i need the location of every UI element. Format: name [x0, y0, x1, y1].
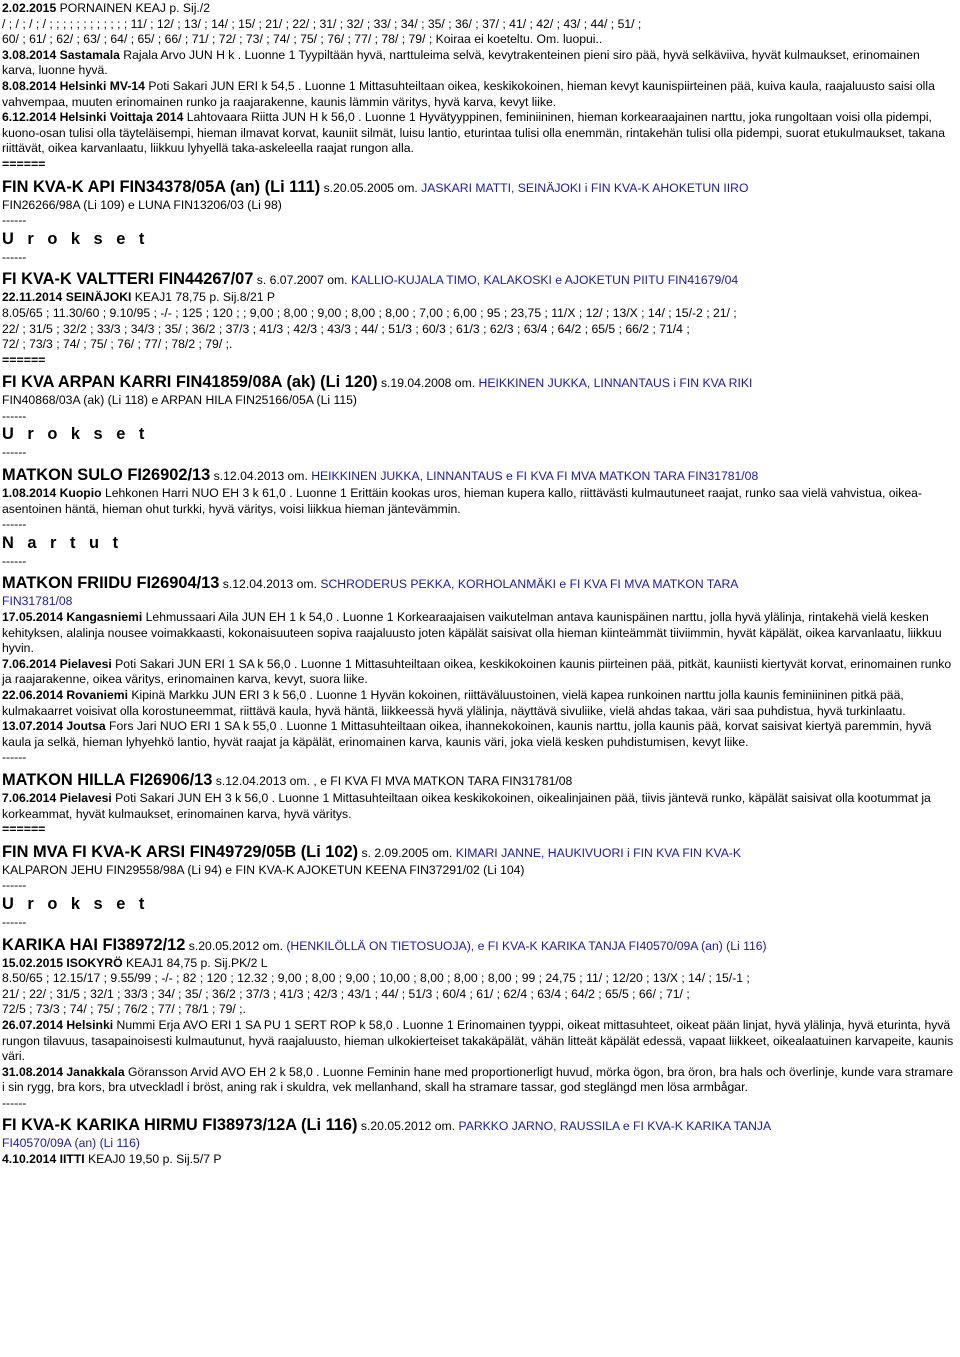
show-entry-text: Lehkonen Harri NUO EH 3 k 61,0 . Luonne 1 Erittäin kookas uros, hieman kupera kallo, riittävästi kulmautuneet raajat, runko saa vielä vahvistua, oikea-asentoinen häntä, hieman ohut turkki, hyvä väritys, voisi liikkua hieman jäntevämmin.	[2, 486, 922, 516]
trial-line	[2, 290, 954, 306]
dog-name: FI KVA-K KARIKA HIRMU FI38973/12A (Li 116)	[2, 1116, 358, 1135]
dog-birth: s.12.04.2013 om.	[210, 469, 308, 484]
dog-birth: s. 6.07.2007 om.	[253, 273, 348, 288]
dog-birth: s.20.05.2012 om.	[357, 1119, 456, 1134]
score-line: 8.50/65 ; 12.15/17 ; 9.55/99 ; -/- ; 82 ; 120 ; 12.32 ; 9,00 ; 8,00 ; 9,00 ; 10,00 ; 8,00 ; 8,00 ; 8,00 ; 99 ; 24,75 ; 11/ ; 12/20 ; 13/X ; 14/ ; 15/-1 ;	[2, 971, 750, 986]
dog-birth: s.19.04.2008 om.	[377, 376, 476, 391]
double-separator: ======	[2, 352, 46, 367]
dog-name: FI KVA ARPAN KARRI FIN41859/08A (ak) (Li 120)	[2, 373, 378, 392]
dog-owner: HEIKKINEN JUKKA, LINNANTAUS i FIN KVA RIKI	[475, 376, 753, 391]
dog-owner-continued: FI40570/09A (an) (Li 116)	[2, 1136, 140, 1151]
dog-name: FIN KVA-K API FIN34378/05A (an) (Li 111)	[2, 177, 321, 196]
score-line: 60/ ; 61/ ; 62/ ; 63/ ; 64/ ; 65/ ; 66/ ; 71/ ; 72/ ; 73/ ; 74/ ; 75/ ; 76/ ; 77/ ; 78/ ; 79/ ; Koiraa ei koeteltu. Om. luopui..	[2, 32, 603, 47]
show-entry	[2, 688, 954, 719]
score-line: 22/ ; 31/5 ; 32/2 ; 33/3 ; 34/3 ; 35/ ; 36/2 ; 37/3 ; 41/3 ; 42/3 ; 43/3 ; 44/ ; 51/3 ; 60/3 ; 61/3 ; 62/3 ; 63/4 ; 64/2 ; 65/5 ; 66/2 ; 71/4 ;	[2, 321, 690, 336]
score-line: 72/ ; 73/3 ; 74/ ; 75/ ; 76/ ; 77/ ; 78/2 ; 79/ ;.	[2, 337, 233, 352]
dog-owner: (HENKILÖLLÄ ON TIETOSUOJA), e FI KVA-K KARIKA TANJA FI40570/09A (an) (Li 116)	[282, 938, 767, 953]
trial-date: 2.02.2015	[2, 1, 57, 15]
trial-text: KEAJ1 84,75 p. Sij.PK/2 L	[122, 955, 268, 970]
show-entry-head: 22.06.2014 Rovaniemi	[2, 688, 129, 702]
show-entry	[2, 1018, 954, 1065]
single-separator: ------	[2, 878, 27, 893]
trial-text: KEAJ0 19,50 p. Sij.5/7 P	[84, 1152, 222, 1167]
dog-owner: KALLIO-KUJALA TIMO, KALAKOSKI e AJOKETUN PIITU FIN41679/04	[347, 273, 739, 288]
dog-owner: KIMARI JANNE, HAUKIVUORI i FIN KVA FIN KVA-K	[452, 845, 742, 860]
dog-birth: s.20.05.2005 om.	[320, 180, 418, 195]
single-separator: ------	[2, 553, 27, 568]
show-entry	[2, 486, 954, 517]
trial-line	[2, 1152, 954, 1168]
dog-birth: s. 2.09.2005 om.	[358, 845, 453, 860]
score-line: 72/5 ; 73/3 ; 74/ ; 75/ ; 76/2 ; 77/ ; 78/1 ; 79/ ;.	[2, 1002, 246, 1017]
section-label-males: U r o k s e t	[2, 894, 149, 913]
section-label-males: U r o k s e t	[2, 229, 149, 248]
score-line: 21/ ; 22/ ; 31/5 ; 32/1 ; 33/3 ; 34/ ; 35/ ; 36/2 ; 37/3 ; 41/3 ; 42/3 ; 43/1 ; 44/ ; 51/3 ; 60/4 ; 61/ ; 62/4 ; 63/4 ; 64/2 ; 65/5 ; 66/ ; 71/ ;	[2, 986, 690, 1001]
show-entry-head: 8.08.2014 Helsinki MV-14	[2, 78, 145, 93]
show-entry-head: 6.12.2014 Helsinki Voittaja 2014	[2, 110, 184, 125]
dog-owner: PARKKO JARNO, RAUSSILA e FI KVA-K KARIKA TANJA	[455, 1119, 772, 1134]
trial-head: 4.10.2014 IITTI	[2, 1152, 85, 1167]
score-line: / ; / ; / ; / ; ; ; ; ; ; ; ; ; ; ; ; 11/ ; 12/ ; 13/ ; 14/ ; 15/ ; 21/ ; 22/ ; 31/ ; 32/ ; 33/ ; 34/ ; 35/ ; 36/ ; 37/ ; 41/ ; 42/ ; 43/ ; 44/ ; 51/ ;	[2, 16, 642, 31]
show-entry-head: 7.06.2014 Pielavesi	[2, 790, 112, 805]
show-entry-head: 3.08.2014 Sastamala	[2, 47, 120, 62]
single-separator: ------	[2, 408, 27, 423]
dog-heading	[2, 935, 954, 956]
dog-birth: s.12.04.2013 om. , e FI KVA FI MVA MATKON TARA FIN31781/08	[212, 773, 573, 788]
trial-info: PORNAINEN KEAJ p. Sij./2	[56, 1, 210, 15]
single-separator: ------	[2, 249, 27, 264]
dog-name: FI KVA-K VALTTERI FIN44267/07	[2, 270, 254, 289]
dog-parents: FIN40868/03A (ak) (Li 118) e ARPAN HILA FIN25166/05A (Li 115)	[2, 393, 357, 408]
dog-owner: SCHRODERUS PEKKA, KORHOLANMÄKI e FI KVA FI MVA MATKON TARA	[316, 577, 739, 592]
single-separator: ------	[2, 750, 27, 765]
dog-name: FIN MVA FI KVA-K ARSI FIN49729/05B (Li 102)	[2, 842, 359, 861]
show-entry-text: Kipinä Markku JUN ERI 3 k 56,0 . Luonne 1 Hyvän kokoinen, riittäväluustoinen, vielä kapea runkoinen narttu jolla kaunis feminiininen pitkä pää, kulmakaarret voisivat olla korostuneemmat, riittävä kaula, hyvä häntä, liikkeessä hyvä ylälinja, näyttävä sivuliike, vielä ahdas takaa, väri saa puhdistua, hyvä turkinlaatu.	[2, 688, 906, 718]
show-entry	[2, 657, 954, 688]
dog-heading	[2, 1115, 954, 1136]
show-entry-text: Fors Jari NUO ERI 1 SA k 55,0 . Luonne 1 Mittasuhteiltaan oikea, ihannekokoinen, kaunis narttu, jolla kaunis pää, korvat saisivat kiertyä paremmin, hyvä kaula ja selkä, hieman lyhyehkö lantio, hyvät raajat ja käpälät, erinomainen karva, kaunis väri, joka vielä kesken puhdistumisen, kevyt liike.	[2, 719, 932, 749]
show-entry	[2, 791, 954, 822]
show-entry-text: Göransson Arvid AVO EH 2 k 58,0 . Luonne Feminin hane med proportionerligt huvud, mörka ögon, bra öron, bra hals och överlinje, kunde vara stramare i sin rygg, bra kors, bra utveckladl i bröst, aning rak i skuldra, vek mellanhand, skall ha stramare tassar, god steglängd men lösa armbågar.	[2, 1064, 953, 1095]
dog-heading	[2, 177, 954, 198]
dog-owner: HEIKKINEN JUKKA, LINNANTAUS e FI KVA FI MVA MATKON TARA FIN31781/08	[307, 469, 759, 484]
double-separator: ======	[2, 822, 46, 837]
single-separator: ------	[2, 445, 27, 460]
trial-head: 15.02.2015 ISOKYRÖ	[2, 955, 123, 970]
show-entry-text: Lahtovaara Riitta JUN H k 56,0 . Luonne 1 Hyvätyyppinen, feminiininen, hieman korkearaajainen narttu, joka rungoltaan voisi olla pidempi, kuono-osan tulisi olla täyteläisempi, hieman ilmavat korvat, kauniit silmät, luisu lantio, eturintaa tulisi olla enemmän, rintakehän tulisi olla pidempi, suorat etukulmaukset, takana riittävät, oikea karvanlaatu, liikkuu lyhyellä taka-askeleella raajat rungon alla.	[2, 110, 945, 156]
header-trial-line	[2, 1, 954, 17]
show-entry-head: 7.06.2014 Pielavesi	[2, 656, 112, 671]
trial-head: 22.11.2014 SEINÄJOKI	[2, 290, 132, 305]
dog-heading	[2, 372, 954, 393]
dog-name: MATKON SULO FI26902/13	[2, 466, 211, 485]
dog-birth: s.12.04.2013 om.	[219, 577, 317, 592]
dog-parents: FIN26266/98A (Li 109) e LUNA FIN13206/03 (Li 98)	[2, 197, 282, 212]
trial-line	[2, 956, 954, 972]
single-separator: ------	[2, 517, 27, 532]
show-entry-text: Rajala Arvo JUN H k . Luonne 1 Tyypiltään hyvä, narttuleima selvä, kevytrakenteinen pieni siro pää, hyvä selkäviiva, hyvät kulmaukset, erinomainen karva, luonne hyvä.	[2, 47, 920, 78]
show-entry-text: Poti Sakari JUN ERI 1 SA k 56,0 . Luonne 1 Mittasuhteiltaan oikea, keskikokoinen kaunis piirteinen pää, pitkät, kauniisti kiertyvät korvat, erinomainen runko ja raajarakenne, oikea väritys, erinomainen karva, kevyt, suora liike.	[2, 656, 952, 687]
section-label-females: N a r t u t	[2, 533, 123, 552]
single-separator: ------	[2, 1095, 27, 1110]
dog-owner: JASKARI MATTI, SEINÄJOKI i FIN KVA-K AHOKETUN IIRO	[417, 180, 749, 195]
single-separator: ------	[2, 914, 27, 929]
single-separator: ------	[2, 213, 27, 228]
dog-owner-continued: FIN31781/08	[2, 594, 73, 609]
show-entry-head: 13.07.2014 Joutsa	[2, 719, 106, 734]
show-entry-text: Poti Sakari JUN EH 3 k 56,0 . Luonne 1 Mittasuhteiltaan oikea keskikokoinen, oikealinjainen pää, tiivis jäntevä runko, käpälät saisivat olla kootummat ja korkeammat, hyvät kulmaukset, erinomainen karva, hyvä väritys.	[2, 790, 931, 821]
dog-heading	[2, 770, 954, 791]
show-entry-head: 1.08.2014 Kuopio	[2, 486, 102, 501]
show-entry	[2, 1065, 954, 1096]
show-entry	[2, 719, 954, 750]
score-line: 8.05/65 ; 11.30/60 ; 9.10/95 ; -/- ; 125 ; 120 ; ; 9,00 ; 8,00 ; 9,00 ; 8,00 ; 8,00 ; 7,00 ; 6,00 ; 95 ; 23,75 ; 11/X ; 12/ ; 13/X ; 14/ ; 15/-2 ; 21/ ;	[2, 305, 737, 320]
dog-name: MATKON HILLA FI26906/13	[2, 770, 213, 789]
dog-name: KARIKA HAI FI38972/12	[2, 935, 186, 954]
trial-text: KEAJ1 78,75 p. Sij.8/21 P	[131, 290, 276, 305]
dog-heading	[2, 573, 954, 594]
dog-heading	[2, 269, 954, 290]
dog-name: MATKON FRIIDU FI26904/13	[2, 574, 220, 593]
show-entry	[2, 110, 954, 157]
show-entry	[2, 79, 954, 110]
show-entry	[2, 610, 954, 657]
dog-birth: s.20.05.2012 om.	[185, 938, 283, 953]
dog-heading	[2, 465, 954, 486]
show-entry-head: 31.08.2014 Janakkala	[2, 1064, 125, 1079]
show-entry-text: Poti Sakari JUN ERI k 54,5 . Luonne 1 Mittasuhteiltaan oikea, keskikokoinen, hieman kevyt kaunispiirteinen pää, kuiva kaula, raajaluusto saisi olla vahvempaa, muuten erinomainen runko ja raajarakenne, kaunis lämmin väritys, hyvä karva, kevyt liike.	[2, 78, 935, 109]
dog-parents: KALPARON JEHU FIN29558/98A (Li 94) e FIN KVA-K AJOKETUN KEENA FIN37291/02 (Li 104)	[2, 862, 525, 877]
double-separator: ======	[2, 156, 46, 171]
show-entry-text: Nummi Erja AVO ERI 1 SA PU 1 SERT ROP k 58,0 . Luonne 1 Erinomainen tyyppi, oikeat mittasuhteet, oikeat pään linjat, hyvä ylälinja, hyvä eturinta, hyvä rungon tilavuus, tasapainoisesti kulmautunut, hyvä raajaluusto, hieman ulkokierteiset takakäpälät, vähän litteät käpälät edessä, vapaat liikkeet, oikealaatuinen karvapeite, kaunis väri.	[2, 1017, 954, 1064]
section-label-males: U r o k s e t	[2, 425, 149, 444]
show-entry-text: Lehmussaari Aila JUN EH 1 k 54,0 . Luonne 1 Korkearaajaisen vaikutelman antava kaunispäinen narttu, jolla hyvä ylälinja, rintakehä vielä kesken kehityksen, alalinja nousee voimakkaasti, kokonaisuuteen sopiva raajaluusto joten käpälät saisivat olla hieman kiinteämmät tiiviimmin, hyvät käpälät, oikea karvanlaatu, liikkuu hyvin.	[2, 610, 942, 656]
show-entry-head: 26.07.2014 Helsinki	[2, 1017, 114, 1032]
dog-heading	[2, 842, 954, 863]
show-entry	[2, 48, 954, 79]
show-entry-head: 17.05.2014 Kangasniemi	[2, 610, 143, 625]
